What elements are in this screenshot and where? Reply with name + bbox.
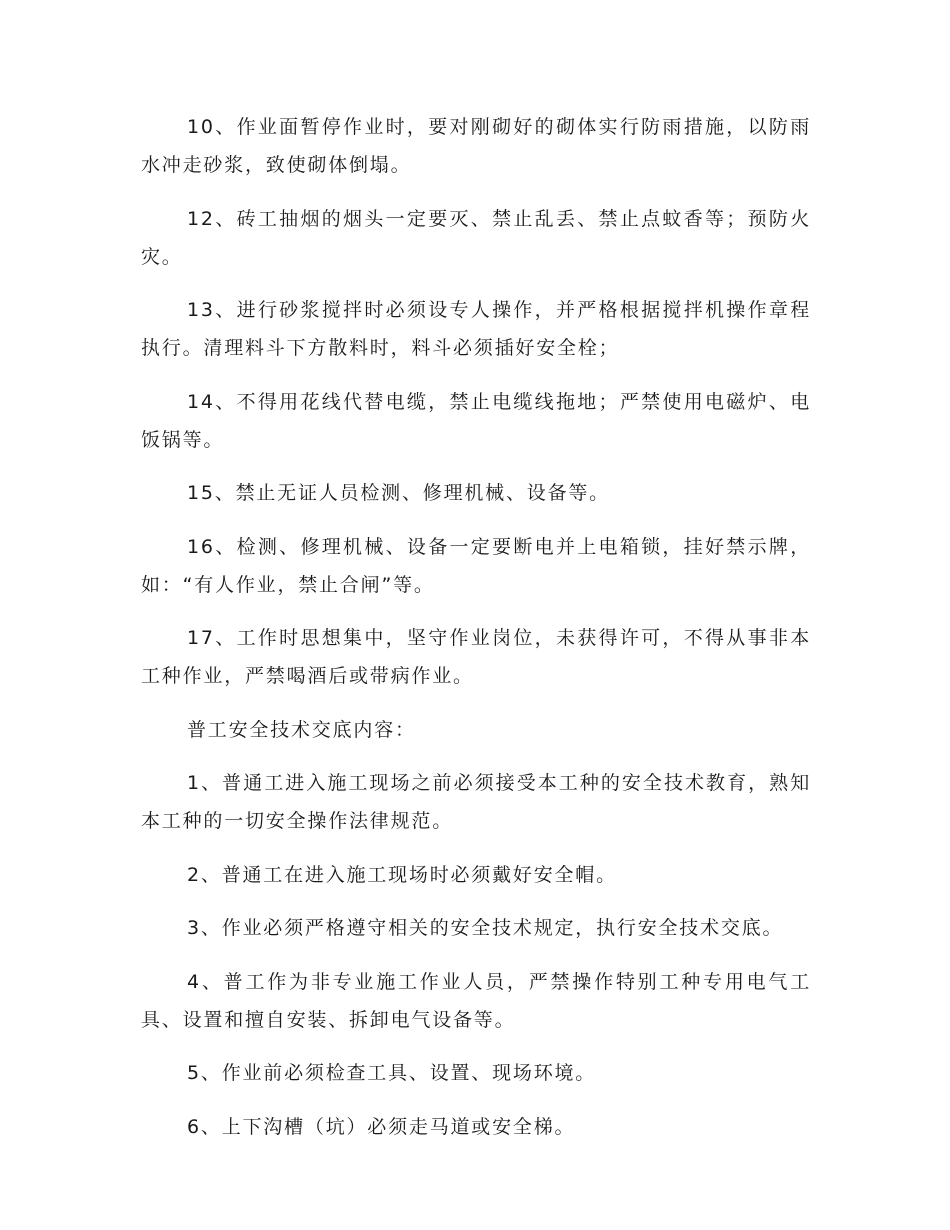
document-body [141, 108, 811, 1161]
paragraph-item-15: 15、禁止无证人员检测、修理机械、设备等。 [187, 482, 610, 504]
paragraph-item-12: 12、砖工抽烟的烟头一定要灭、禁止乱丢、禁止点蚊香等；预防火灾。 [141, 207, 811, 268]
paragraph-item-17: 17、工作时思想集中，坚守作业岗位，未获得许可，不得从事非本工种作业，严禁喝酒后或带病作业。 [141, 627, 811, 687]
paragraph-item-3: 3、作业必须严格遵守相关的安全技术规定，执行安全技术交底。 [187, 917, 784, 939]
paragraph-item-14: 14、不得用花线代替电缆，禁止电缆线拖地；严禁使用电磁炉、电饭锅等。 [141, 390, 811, 451]
paragraph-item-13: 13、进行砂浆搅拌时必须设专人操作，并严格根据搅拌机操作章程执行。清理料斗下方散料时，料斗必须插好安全栓； [141, 299, 811, 359]
section-heading: 普工安全技术交底内容： [187, 718, 416, 741]
paragraph-item-1: 1、普通工进入施工现场之前必须接受本工种的安全技术教育，熟知本工种的一切安全操作法律规范。 [141, 772, 811, 832]
paragraph-item-6: 6、上下沟槽（坑）必须走马道或安全梯。 [187, 1115, 576, 1138]
paragraph-item-4: 4、普工作为非专业施工作业人员，严禁操作特别工种专用电气工具、设置和擅自安装、拆卸电气设备等。 [141, 970, 811, 1031]
paragraph-item-2: 2、普通工在进入施工现场时必须戴好安全帽。 [187, 863, 617, 886]
paragraph-item-5: 5、作业前必须检查工具、设置、现场环境。 [187, 1062, 597, 1084]
paragraph-item-10: 10、作业面暂停作业时，要对刚砌好的砌体实行防雨措施，以防雨水冲走砂浆，致使砌体倒塌。 [141, 116, 811, 176]
paragraph-item-16: 16、检测、修理机械、设备一定要断电并上电箱锁，挂好禁示牌，如：“有人作业，禁止合闸”等。 [141, 535, 811, 596]
